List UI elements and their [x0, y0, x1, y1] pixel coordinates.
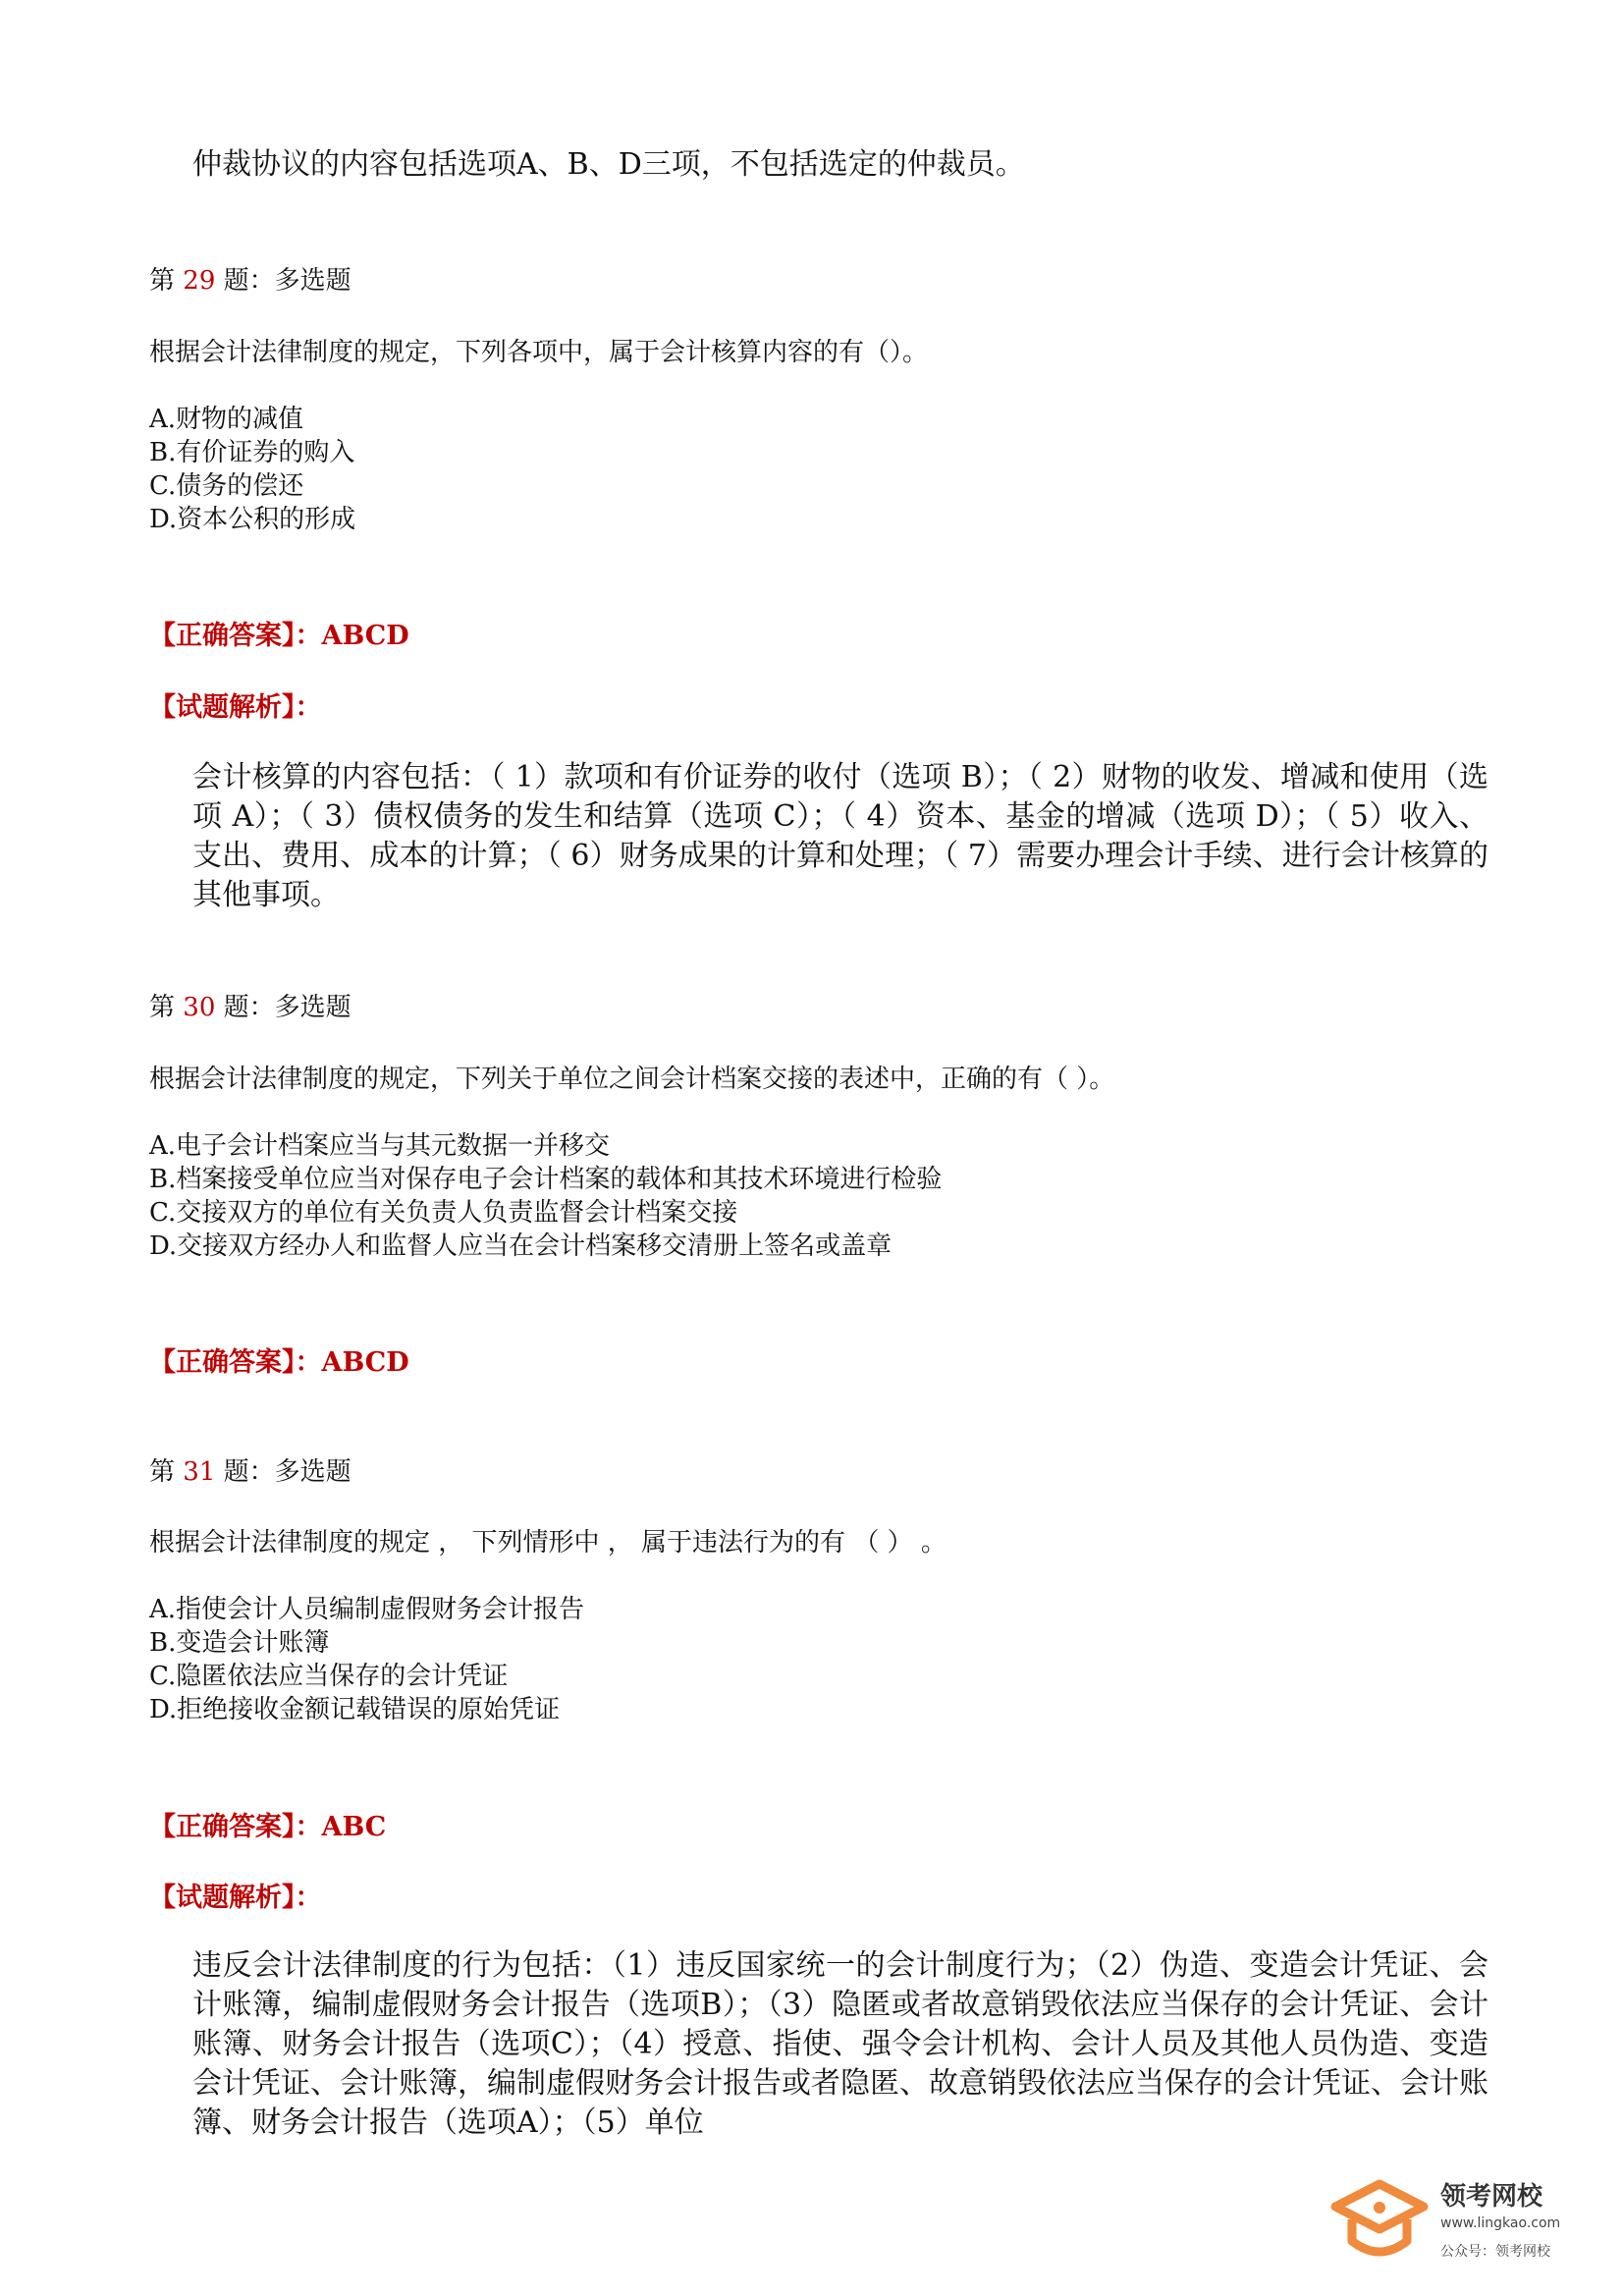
intro-explanation: 仲裁协议的内容包括选项A、B、D三项，不包括选定的仲裁员。 [192, 147, 1025, 182]
option-c: C.隐匿依法应当保存的会计凭证 [149, 1662, 509, 1691]
question-prefix: 第 [149, 1457, 176, 1487]
question-29-stem: 根据会计法律制度的规定，下列各项中，属于会计核算内容的有（）。 [149, 338, 929, 367]
answer-label: 【正确答案】： [149, 621, 322, 651]
option-d: D.资本公积的形成 [149, 505, 356, 534]
answer-label: 【正确答案】： [149, 1812, 322, 1842]
question-prefix: 第 [149, 993, 176, 1022]
option-a: A.电子会计档案应当与其元数据一并移交 [149, 1131, 611, 1161]
logo-name: 领考网校 [1440, 2182, 1543, 2212]
question-29-explanation: 会计核算的内容包括：（ 1）款项和有价证券的收付（选项 B）；（ 2）财物的收发、增减和使用（选项 A）；（ 3）债权债务的发生和结算（选项 C）；（ 4）资本、基金的增减（选项 D）；（ 5）收入、支出、费用、成本的计算；（ 6）财务成果的计算和处理；（ 7）需要办理会计手续、进行会计核算的其他事项。 [192, 760, 1488, 912]
answer-label: 【正确答案】： [149, 1347, 322, 1378]
question-number: 31 [183, 1457, 216, 1487]
logo-wechat-account: 公众号：领考网校 [1440, 2244, 1550, 2260]
option-d: D.交接双方经办人和监督人应当在会计档案移交清册上签名或盖章 [149, 1231, 893, 1261]
question-number: 30 [183, 993, 216, 1022]
option-a: A.财物的减值 [149, 405, 304, 434]
option-d: D.拒绝接收金额记载错误的原始凭证 [149, 1695, 561, 1724]
question-31-heading [149, 1451, 352, 1488]
question-31-stem: 根据会计法律制度的规定 ， 下列情形中 ， 属于违法行为的有 （ ） 。 [149, 1528, 947, 1558]
question-30-stem: 根据会计法律制度的规定，下列关于单位之间会计档案交接的表述中，正确的有（ ）。 [149, 1065, 1115, 1094]
question-31-explanation-label: 【试题解析】： [149, 1883, 322, 1913]
question-type: 题：多选题 [223, 993, 352, 1022]
question-number: 29 [183, 266, 216, 296]
question-29-answer [149, 614, 409, 652]
option-b: B.档案接受单位应当对保存电子会计档案的载体和其技术环境进行检验 [149, 1165, 943, 1194]
option-c: C.债务的偿还 [149, 471, 304, 501]
logo-url: www.lingkao.com [1440, 2215, 1561, 2231]
question-29-heading [149, 260, 352, 297]
answer-value: ABC [321, 1812, 387, 1842]
question-30-answer [149, 1340, 409, 1379]
graduation-cap-icon [1330, 2172, 1429, 2270]
question-31-explanation: 违反会计法律制度的行为包括：（1）违反国家统一的会计制度行为；（2）伪造、变造会计凭证、会计账簿，编制虚假财务会计报告（选项B）；（3）隐匿或者故意销毁依法应当保存的会计凭证、会计账簿、财务会计报告（选项C）；（4）授意、指使、强令会计机构、会计人员及其他人员伪造、变造会计凭证、会计账簿，编制虚假财务会计报告或者隐匿、故意销毁依法应当保存的会计凭证、会计账簿、财务会计报告（选项A）；（5）单位 [192, 1948, 1488, 2140]
answer-value: ABCD [321, 1347, 409, 1378]
question-30-options [149, 1129, 942, 1263]
question-31-answer [149, 1805, 386, 1843]
answer-value: ABCD [321, 621, 409, 651]
option-b: B.有价证券的购入 [149, 438, 355, 467]
question-type: 题：多选题 [223, 266, 352, 296]
option-c: C.交接双方的单位有关负责人负责监督会计档案交接 [149, 1198, 738, 1228]
question-31-options [149, 1593, 584, 1726]
brand-logo [1330, 2172, 1586, 2280]
question-29-explanation-label: 【试题解析】： [149, 692, 322, 723]
option-b: B.变造会计账簿 [149, 1628, 330, 1658]
question-30-heading [149, 987, 352, 1023]
question-29-options [149, 403, 355, 536]
question-type: 题：多选题 [223, 1457, 352, 1487]
question-prefix: 第 [149, 266, 176, 296]
option-a: A.指使会计人员编制虚假财务会计报告 [149, 1595, 585, 1624]
